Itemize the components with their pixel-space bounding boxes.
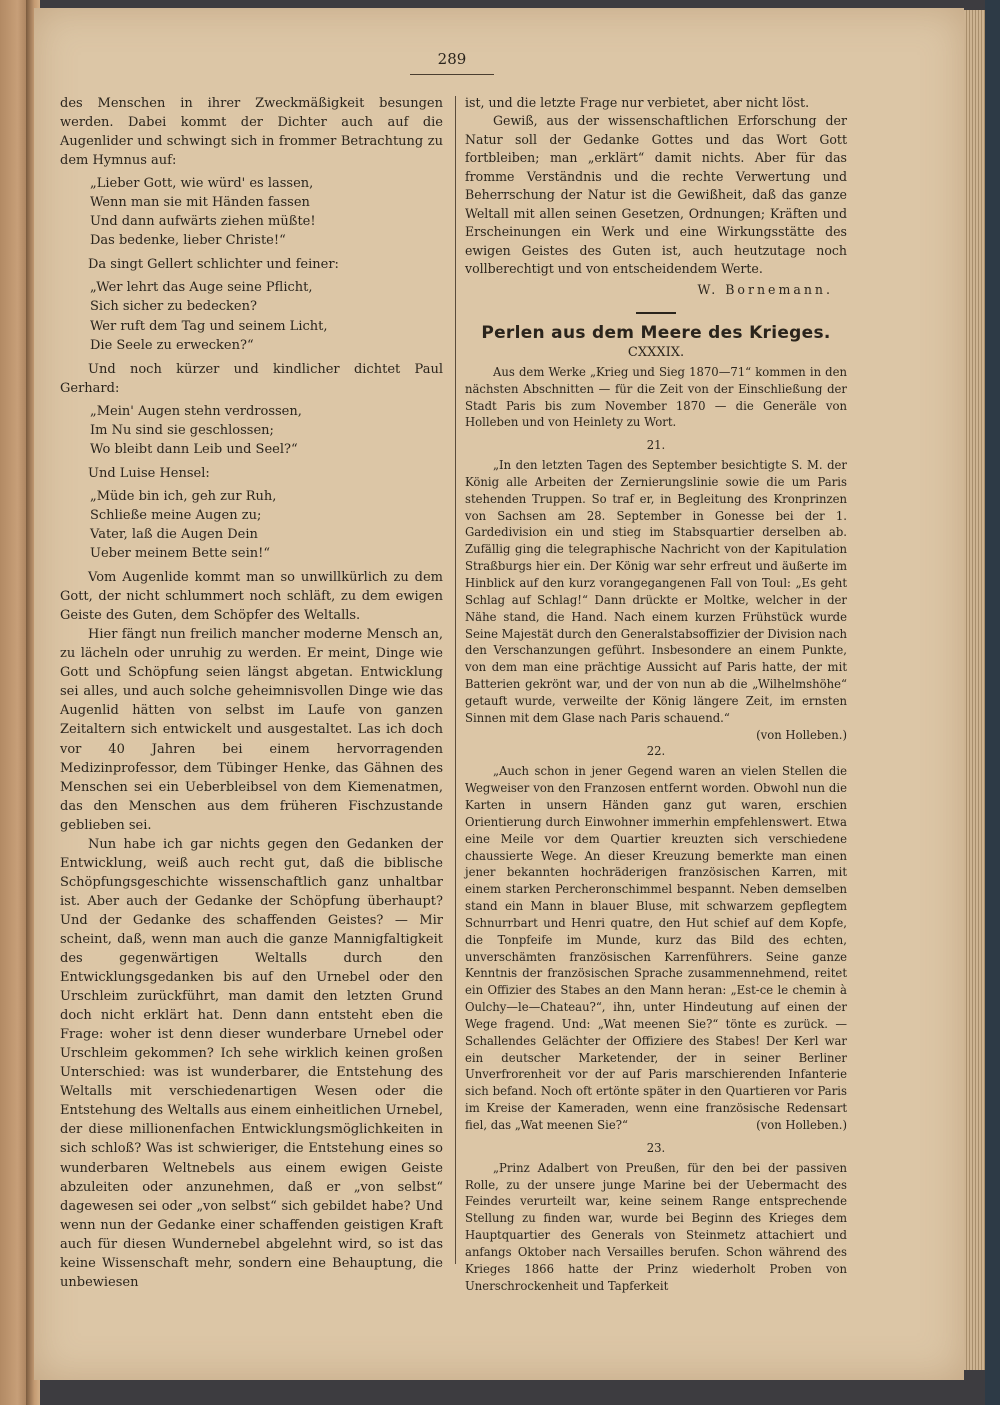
section-heading: Perlen aus dem Meere des Krieges. bbox=[481, 322, 831, 343]
paragraph: Und Luise Hensel: bbox=[88, 465, 210, 481]
excerpt-text bbox=[465, 457, 847, 742]
excerpt-number: 21. bbox=[646, 438, 666, 453]
paragraph: Gewiß, aus der wissenschaftlichen Erforschung der Natur soll der Gedanke Gottes und das Wort Gott fortbleiben; man „erklärt“ damit nichts. Aber für das fromme Verständnis und die rechte Verwertung und Beherrschung der Natur ist die Gewißheit, daß das ganze Weltall mit allen seinen Gesetzen, Ordnungen; Kräften und Erscheinungen ein Werk und eine Wirkungsstätte des ewigen Geistes des Guten ist, auch heutzutage noch vollberechtigt und von entscheidendem Werte. bbox=[465, 113, 847, 277]
verse-line: „Mein' Augen stehn verdrossen, bbox=[90, 403, 302, 419]
verse-block bbox=[60, 174, 443, 250]
article-author: W. Bornemann. bbox=[697, 281, 833, 297]
verse-block bbox=[60, 402, 443, 459]
verse-line: Ueber meinem Bette sein!“ bbox=[90, 546, 271, 562]
verse-line: Wo bleibt dann Leib und Seel?“ bbox=[90, 441, 298, 457]
verse-line: „Lieber Gott, wie würd' es lassen, bbox=[90, 176, 314, 192]
verse-block bbox=[60, 278, 443, 354]
paragraph: ist, und die letzte Frage nur verbietet, aber nicht löst. bbox=[465, 95, 810, 110]
verse-line: Im Nu sind sie geschlossen; bbox=[90, 422, 274, 438]
verse-block bbox=[60, 487, 443, 563]
verse-line: Schließe meine Augen zu; bbox=[90, 507, 262, 523]
excerpt-source: (von Holleben.) bbox=[756, 727, 847, 742]
book-cover-edge bbox=[985, 0, 1000, 1405]
excerpt-number: 23. bbox=[646, 1140, 666, 1155]
excerpt-text bbox=[465, 763, 847, 1134]
paragraph: Hier fängt nun freilich mancher moderne Mensch an, zu lächeln oder unruhig zu werden. Er meint, Dinge wie Gott und Schöpfung seien längst abgetan. Entwicklung sei alles, und auch solche geheimnisvollen Dinge wie das Augenlid hätten von selbst im Laufe von ganzen Zeitaltern sich entwickelt und ausgestaltet. Las ich doch vor 40 Jahren bei einem hervorragenden Medizinprofessor, dem Tübinger Henke, das Gähnen des Menschen sei ein Ueberbleibsel von dem Kiemenatmen, das den Menschen aus dem früheren Fischzustande geblieben sei. bbox=[60, 627, 443, 833]
excerpt-body: „In den letzten Tagen des September besichtigte S. M. der König alle Arbeiten der Zernierungslinie sowie die um Paris stehenden Truppen. So traf er, in Begleitung des Kronprinzen von Sachsen am 28. September in Gonesse bei der 1. Gardedivision ein und stieg im Stabsquartier derselben ab. Zufällig ging die telegraphische Nachricht von der Kapitulation Straßburgs hier ein. Der König war sehr erfreut und äußerte im Hinblick auf den kurz vorangegangenen Fall von Toul: „Es geht Schlag auf Schlag!“ Dann drückte er Moltke, welcher in der Nähe stand, die Hand. Nach einem kurzen Frühstück wurde Seine Majestät durch den Generalstabsoffizier der Division nach den Verschanzungen geführt. Insbesondere an einem Punkte, von dem man eine prächtige Aussicht auf Paris hatte, der mit Batterien gekrönt war, und der von nun ab die „Wilhelmshöhe“ getauft wurde, verweilte der König längere Zeit, im ernsten Sinnen mit dem Glase nach Paris schauend.“ bbox=[465, 458, 847, 725]
page-number: 289 bbox=[410, 50, 494, 75]
paragraph: Vom Augenlide kommt man so unwillkürlich zu dem Gott, der nicht schlummert noch schläft, zu dem ewigen Geiste des Guten, dem Schöpfer des Weltalls. bbox=[60, 570, 443, 624]
paragraph: des Menschen in ihrer Zweckmäßigkeit besungen werden. Dabei kommt der Dichter auch auf die Augenlider und schwingt sich in frommer Betrachtung zu dem Hymnus auf: bbox=[60, 96, 443, 169]
column-divider bbox=[455, 96, 456, 1264]
excerpt-text: „Prinz Adalbert von Preußen, für den bei der passiven Rolle, zu der unsere junge Marine bei der Uebermacht des Feindes verurteilt war, keine seinem Range entsprechende Stellung zu finden war, wurde bei Beginn des Krieges dem Hauptquartier des Generals von Steinmetz attachiert und anfangs Oktober nach Versailles berufen. Schon während des Krieges 1866 hatte der Prinz wiederholt Proben von Unerschrockenheit und Tapferkeit bbox=[465, 1160, 847, 1293]
verse-line: Wenn man sie mit Händen fassen bbox=[90, 195, 310, 211]
left-column bbox=[60, 94, 443, 1292]
verse-line: „Wer lehrt das Auge seine Pflicht, bbox=[90, 280, 313, 296]
excerpt-number: 22. bbox=[646, 744, 666, 759]
paragraph: Nun habe ich gar nichts gegen den Gedanken der Entwicklung, weiß auch recht gut, daß die biblische Schöpfungsgeschichte wissenschaftlich ganz unhaltbar ist. Aber auch der Gedanke der Schöpfung überhaupt? Und der Gedanke des schaffenden Geistes? — Mir scheint, daß, wenn man auch die ganze Mannigfaltigkeit des gegenwärtigen Weltalls durch den Entwicklungsgedanken bis auf den Urnebel oder den Urschleim zurückführt, man damit den letzten Grund doch nicht erklärt hat. Denn dann entsteht eben die Frage: woher ist denn dieser wunderbare Urnebel oder Urschleim gekommen? Ich sehe wirklich keinen großen Unterschied: was ist wunderbarer, die Entstehung des Weltalls mit verschiedenartigen Wesen oder die Entstehung des Weltalls aus einem einheitlichen Urnebel, der diese millionenfachen Entwicklungsmöglichkeiten in sich schloß? Was ist schwieriger, die Entstehung eines so wunderbaren Weltnebels aus einem ewigen Geiste abzuleiten oder anzunehmen, daß er „von selbst“ dagewesen sei oder „von selbst“ sich gebildet habe? Und wenn nun der Gedanke einer schaffenden geistigen Kraft auch für diesen Wundernebel abgelehnt wird, so ist das keine Wissenschaft mehr, sondern eine Behauptung, die unbewiesen bbox=[60, 836, 443, 1290]
verse-line: Vater, laß die Augen Dein bbox=[90, 526, 258, 542]
verse-line: Und dann aufwärts ziehen müßte! bbox=[90, 214, 316, 230]
right-column bbox=[465, 94, 847, 1294]
paragraph: Und noch kürzer und kindlicher dichtet Paul Gerhard: bbox=[60, 361, 443, 396]
verse-line: Das bedenke, lieber Christe!“ bbox=[90, 233, 286, 249]
verse-line: Die Seele zu erwecken?“ bbox=[90, 337, 254, 353]
intro-paragraph: Aus dem Werke „Krieg und Sieg 1870—71“ kommen in den nächsten Abschnitten — für die Zeit von der Einschließung der Stadt Paris bis zum November 1870 — die Generäle von Holleben und von Heinlety zu Wort. bbox=[465, 364, 847, 430]
paragraph: Da singt Gellert schlichter und feiner: bbox=[88, 257, 339, 273]
section-divider bbox=[636, 312, 676, 314]
section-number: CXXXIX. bbox=[627, 345, 685, 361]
verse-line: Wer ruft dem Tag und seinem Licht, bbox=[90, 318, 328, 334]
verse-line: „Müde bin ich, geh zur Ruh, bbox=[90, 488, 277, 504]
excerpt-body: „Auch schon in jener Gegend waren an vielen Stellen die Wegweiser von den Franzosen entfernt worden. Obwohl nun die Karten in unsern Händen ganz gut waren, erschien Orientierung durch Einwohner immerhin empfehlenswert. Etwa eine Meile vor dem Quartier kreuzten sich verschiedene chaussierte Wege. An dieser Kreuzung bemerkte man einen jener bekannten hochräderigen französischen Karren, mit einem starken Percheronschimmel bespannt. Neben demselben stand ein Mann in blauer Bluse, mit schwarzem gepflegtem Schnurrbart und Henri quatre, den Hut schief auf dem Kopfe, die Tonpfeife im Munde, kurz das Bild des echten, unverschämten französischen Karrenführers. Seine ganze Kenntnis der französischen Sprache zusammennehmend, reitet ein Offizier des Stabes an den Mann heran: „Est-ce le chemin à Oulchy—le—Chateau?“, ihn, unter Hindeutung auf einen der Wege fragend. Und: „Wat meenen Sie?“ tönte es zurück. — Schallendes Gelächter der Offiziere des Stabes! Der Kerl war ein deutscher Marketender, der in seiner Berliner Unverfrorenheit vor der auf Paris marschierenden Infanterie sich befand. Noch oft ertönte später in den Quartieren vor Paris im Kreise der Kameraden, wenn eine französische Redensart fiel, das „Wat meenen Sie?“ bbox=[465, 764, 847, 1133]
excerpt-source: (von Holleben.) bbox=[756, 1118, 847, 1133]
verse-line: Sich sicher zu bedecken? bbox=[90, 299, 257, 315]
